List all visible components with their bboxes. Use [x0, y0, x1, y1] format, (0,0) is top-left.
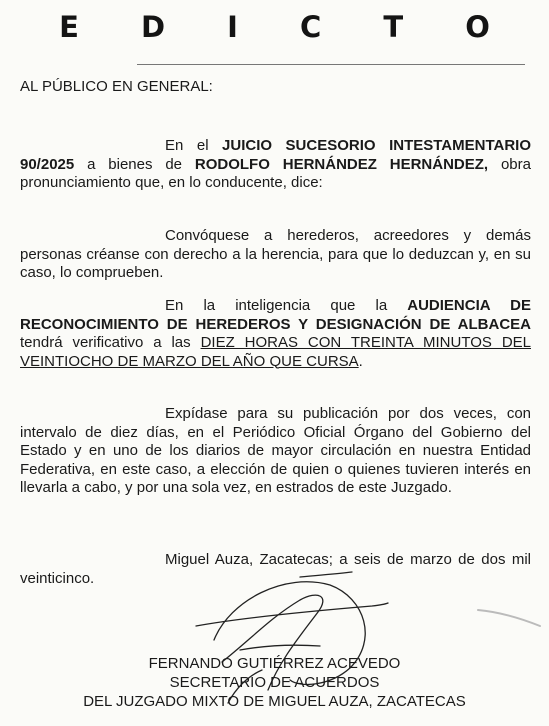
- document-title: E D I C T O: [59, 10, 516, 44]
- paragraph-case: [20, 137, 531, 193]
- paragraph-hearing: [20, 297, 531, 371]
- signatory-court: DEL JUZGADO MIXTO DE MIGUEL AUZA, ZACATECAS: [83, 693, 466, 710]
- title-underline: [137, 64, 525, 65]
- hearing-datetime: DIEZ HORAS CON TREINTA MINUTOS DEL VEINTIOCHO DE MARZO DEL AÑO QUE CURSA: [20, 334, 531, 370]
- case-connector: a bienes de: [74, 155, 195, 173]
- salutation: AL PÚBLICO EN GENERAL:: [20, 78, 213, 95]
- paragraph-summons: [20, 227, 531, 283]
- paragraph-place-date: [20, 551, 531, 588]
- deceased-name: RODOLFO HERNÁNDEZ HERNÁNDEZ,: [194, 155, 489, 173]
- signatory-name: FERNANDO GUTIÉRREZ ACEVEDO: [148, 655, 401, 672]
- hearing-connector: tendrá verificativo a las: [20, 334, 201, 351]
- case-continuation: obra pronunciamiento que, en lo conducente, dice:: [20, 155, 531, 191]
- signatory-role: SECRETARIO DE ACUERDOS: [169, 674, 380, 691]
- hearing-intro: En la inteligencia que la: [165, 297, 408, 314]
- hearing-name: AUDIENCIA DE RECONOCIMIENTO DE HEREDEROS Y DESIGNACIÓN DE ALBACEA: [20, 297, 531, 333]
- scan-mark: [478, 610, 540, 626]
- case-type: JUICIO SUCESORIO INTESTAMENTARIO 90/2025: [20, 137, 531, 173]
- case-intro: En el: [165, 137, 223, 154]
- summons-text: Convóquese a herederos, acreedores y demás personas créanse con derecho a la herencia, para que lo deduzcan y, en su caso, lo comprueben.: [20, 227, 531, 281]
- publication-text: Expídase para su publicación por dos veces, con intervalo de diez días, en el Periódico Oficial Órgano del Gobierno del Estado y en uno de los diarios de mayor circulación en nuestra Entidad Federativa, en este caso, a elección de quien o quienes tuvieren interés en llevarla a cabo, y por una sola vez, en estrados de este Juzgado.: [20, 405, 531, 496]
- hearing-period: .: [358, 352, 363, 370]
- paragraph-publication: [20, 405, 531, 498]
- place-date-text: Miguel Auza, Zacatecas; a seis de marzo de dos mil veinticinco.: [20, 551, 531, 587]
